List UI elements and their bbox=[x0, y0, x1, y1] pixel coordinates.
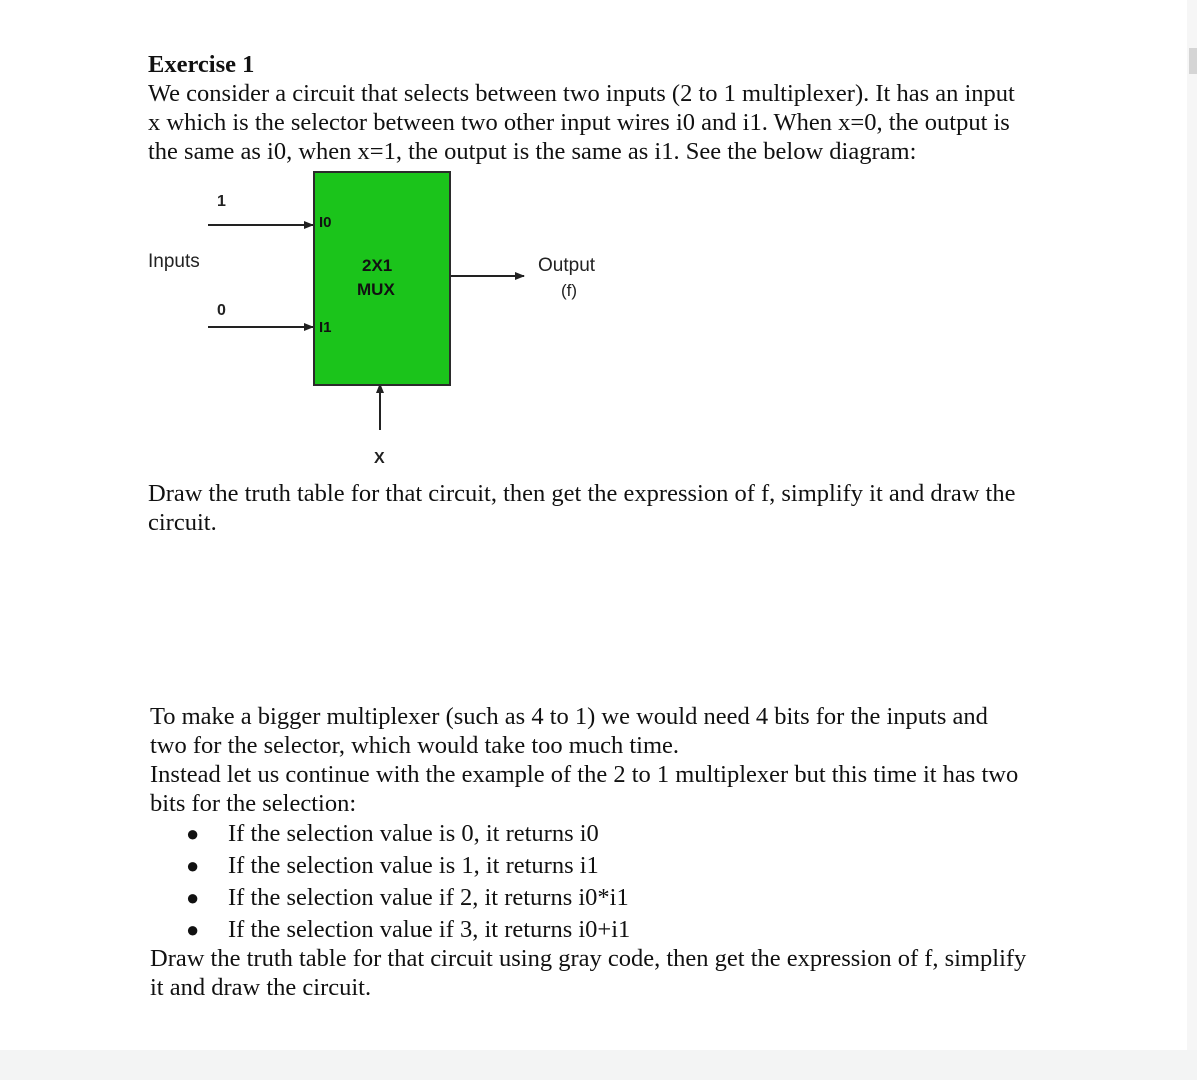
bullet-icon: ● bbox=[186, 885, 200, 910]
exercise-title: Exercise 1 bbox=[148, 51, 255, 78]
task1-line: Draw the truth table for that circuit, then get the expression of f, simplify it and draw the bbox=[148, 480, 1016, 507]
bullet-text: If the selection value if 2, it returns i0*i1 bbox=[228, 884, 629, 911]
part2-line: two for the selector, which would take too much time. bbox=[150, 732, 680, 759]
task2-line: it and draw the circuit. bbox=[150, 974, 372, 1001]
task2-paragraph bbox=[150, 944, 1026, 1002]
bullet-icon: ● bbox=[186, 853, 200, 878]
list-item bbox=[186, 850, 630, 882]
input-bottom-value: 0 bbox=[217, 302, 226, 319]
task1-line: circuit. bbox=[148, 509, 217, 536]
bullet-icon: ● bbox=[186, 821, 200, 846]
task1-paragraph bbox=[148, 479, 1015, 537]
pin-i1-label: I1 bbox=[319, 319, 332, 336]
part2-paragraph bbox=[150, 702, 1018, 818]
intro-line: x which is the selector between two other input wires i0 and i1. When x=0, the output is bbox=[148, 109, 1010, 136]
bullet-text: If the selection value is 1, it returns i1 bbox=[228, 852, 599, 879]
mux-label-2x1: 2X1 bbox=[362, 256, 393, 275]
input-top-value: 1 bbox=[217, 193, 226, 210]
list-item bbox=[186, 914, 630, 946]
list-item bbox=[186, 882, 630, 914]
selector-label: X bbox=[374, 450, 385, 467]
list-item bbox=[186, 818, 630, 850]
bullet-icon: ● bbox=[186, 917, 200, 942]
mux-label-mux: MUX bbox=[357, 280, 395, 299]
task2-line: Draw the truth table for that circuit using gray code, then get the expression of f, simplify bbox=[150, 945, 1027, 972]
output-name: (f) bbox=[561, 281, 578, 300]
selection-bullet-list bbox=[186, 818, 630, 946]
part2-line: bits for the selection: bbox=[150, 790, 357, 817]
output-label: Output bbox=[538, 255, 596, 276]
bullet-text: If the selection value is 0, it returns i0 bbox=[228, 820, 599, 847]
bullet-text: If the selection value if 3, it returns i0+i1 bbox=[228, 916, 631, 943]
inputs-label: Inputs bbox=[148, 251, 200, 272]
part2-line: To make a bigger multiplexer (such as 4 to 1) we would need 4 bits for the inputs and bbox=[150, 703, 988, 730]
intro-line: We consider a circuit that selects between two inputs (2 to 1 multiplexer). It has an input bbox=[148, 80, 1015, 107]
part2-line: Instead let us continue with the example of the 2 to 1 multiplexer but this time it has two bbox=[150, 761, 1019, 788]
mux-block bbox=[313, 171, 451, 386]
pin-i0-label: I0 bbox=[319, 214, 332, 231]
intro-line: the same as i0, when x=1, the output is the same as i1. See the below diagram: bbox=[148, 138, 917, 165]
